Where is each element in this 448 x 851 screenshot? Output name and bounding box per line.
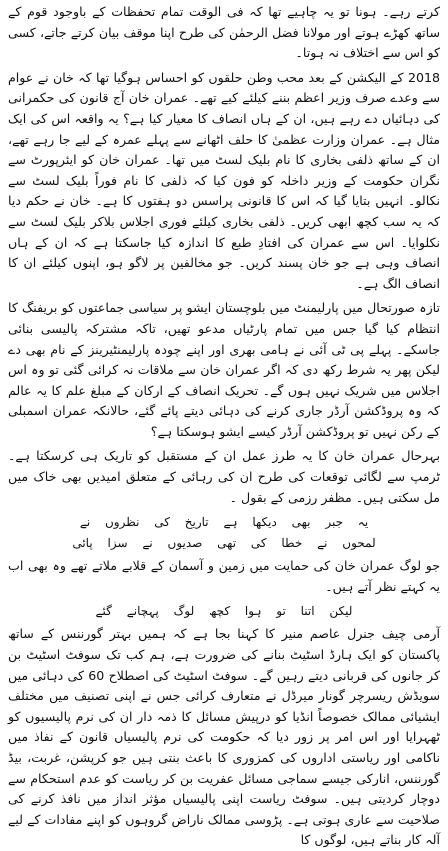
paragraph-3: تازہ صورتحال میں پارلیمنٹ میں بلوچستان ایشو پر سیاسی جماعتوں کو بریفنگ کا انتظام کیا گیا جس میں تمام پارٹیاں مدعو تھیں، تاکہ مشترکہ پالیسی بنائی جاسکے۔ پہلے پی ٹی آئی نے ہامی بھری اور اپنے چودہ پارلیمنٹیرینز کے نام بھی دے لیکن پھر یہ شرط رکھ دی کہ اگر عمران خان سے ملاقات نہ کرائی گئی تو وہ اس اجلاس میں شریک نہیں ہوں گے۔ تحریک انصاف کے ارکان کے مبلغ علم کا یہ عالم کہ وہ پروڈکشن آرڈر جاری کرنے کی دہائی دیتے پائے گئے، حالانکہ عمران اسمبلی کے رکن نہیں تو پروڈکشن آرڈر کیسے ایشو ہوسکتا ہے؟ — [8, 300, 440, 439]
verse-single — [8, 601, 440, 622]
paragraph-4: بہرحال عمران خان کا یہ طرز عمل ان کے مستقبل کو تاریک ہی کرسکتا ہے۔ ٹرمپ سے لگائی توقعات کی طرح ان کی رہائی کے متعلق امیدیں بھی خاک میں مل سکتی ہیں۔ مظفر رزمی کے بقول ۔ — [8, 448, 440, 505]
paragraph-2: 2018 کے الیکشن کے بعد محب وطن حلقوں کو احساس ہوگیا تھا کہ خان نے عوام سے وعدے صرف وزیر اعظم بننے کیلئے کیے تھے۔ عمران خان آج قانون کی حکمرانی کی دہائیاں دے رہے ہیں، ان کے ہاں انصاف کا معیار کیا ہے؟ یہ واقعہ اس کی ایک مثال ہے۔ عمران وزارت عظمیٰ کا حلف اٹھانے سے پہلے عمرہ کے لیے جا رہے تھے، ان کے ساتھ ذلفی بخاری کا نام بلیک لسٹ میں تھا۔ عمران خان کو ایئرپورٹ سے نگران حکومت کے وزیر داخلہ کو فون کیا کہ ذلفی کا نام فوراً بلیک لسٹ سے نکالو۔ انہیں بتایا گیا کہ اس کا قانونی پراسس دو ہفتوں کا ہے۔ خان نے حکم دیا کہ یہ سب کچھ ابھی کریں۔ ذلفی بخاری کیلئے فوری اجلاس بلاکر بلیک لسٹ سے نکلوایا۔ اس سے عمران کی افتادِ طبع کا اندازہ کیا جاسکتا ہے کہ ان کے ہاں انصاف وہی ہے جو خان پسند کریں۔ جو مخالفین پر لاگو ہو، اپنوں کیلئے ان کا انصاف الگ ہے۔ — [8, 69, 440, 291]
verse-line-3: لیکن اتنا تو ہوا کچھ لوگ پہچانے گئے — [95, 604, 353, 619]
verse-line-2: لمحوں نے خطا کی تھی صدیوں نے سزا پائی — [72, 536, 376, 551]
paragraph-5: جو لوگ عمران خان کی حمایت میں زمین و آسمان کے قلابے ملاتے تھے وہ بھی اب یہ کہتے نظر آتے ہیں۔ — [8, 558, 440, 594]
verse-couplet — [8, 512, 440, 554]
verse-line-1: یہ جبر بھی دیکھا ہے تاریخ کی نظروں نے — [79, 515, 369, 530]
paragraph-6: آرمی چیف جنرل عاصم منیر کا کہنا بجا ہے کہ ہمیں بہتر گورننس کے ساتھ پاکستان کو ایک ہارڈ اسٹیٹ بنانے کی ضرورت ہے، ہم کب تک سوفٹ اسٹیٹ بن کر جانوں کی قربانی دیتے رہیں گے۔ سوفٹ اسٹیٹ کی اصطلاح 60 کی دہائی میں سویڈش ریسرچر گونار میرڈل نے متعارف کرائی جس نے اپنی تصنیف میں مختلف ایشیائی ممالک خصوصاً انڈیا کو درپیش مسائل کا ذمہ دار ان کی نرم پالیسیوں کو ٹھہرایا اور اس امر پر زور دیا کہ حکومت کی نرم پالیسیاں قانون کے نفاذ میں ناکامی اور ریاستی اداروں کی کمزوری کا باعث بنتی ہیں جو کرپشن، غربت، بیڈ گورننس، انارکی جیسے سماجی مسائل عفریت بن کر ریاست کو عدم استحکام سے دوچار کردیتی ہیں۔ سوفٹ ریاست اپنی پالیسیاں مؤثر انداز میں نافذ کرنے کی صلاحیت سے عاری ہوتی ہے۔ پڑوسی ممالک ناراض گروہوں کو اپنے مفادات کے لیے آلہ کار بناتے ہیں، لوگوں کا — [8, 626, 440, 848]
paragraph-1: کرتے رہے۔ ہونا تو یہ چاہیے تھا کہ فی الوقت تمام تحفظات کے باوجود قوم کے ساتھ کھڑے ہوتے اور مولانا فضل الرحمٰن کی طرح اپنا موقف بیان کرتے جاتے، کسی کو اس سے اختلاف نہ ہوتا۔ — [8, 4, 440, 61]
